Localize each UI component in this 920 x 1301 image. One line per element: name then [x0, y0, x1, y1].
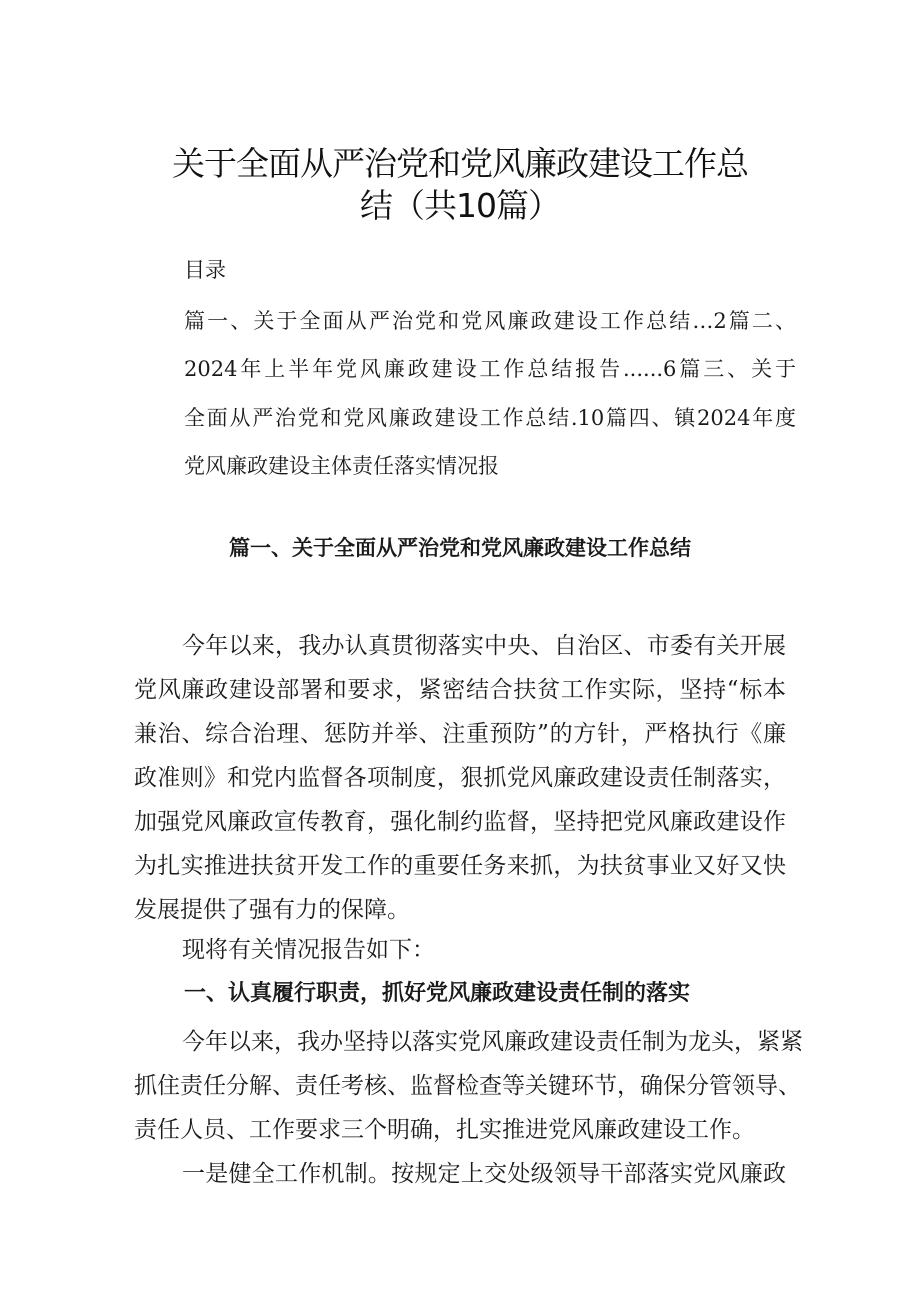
paragraph-line: 今年以来，我办认真贯彻落实中央、自治区、市委有关开展 — [182, 633, 786, 659]
toc-line: 篇一、关于全面从严治党和党风廉政建设工作总结…2篇二、 — [184, 309, 796, 333]
toc-line: 党风廉政建设主体责任落实情况报 — [184, 454, 499, 478]
paragraph-3 — [134, 1020, 803, 1152]
section-title: 篇一、关于全面从严治党和党风廉政建设工作总结 — [229, 536, 691, 560]
subheading-1: 一、认真履行职责，抓好党风廉政建设责任制的落实 — [184, 981, 691, 1006]
paragraph-line: 发展提供了强有力的保障。 — [134, 897, 410, 923]
paragraph-line: 加强党风廉政宣传教育，强化制约监督，坚持把党风廉政建设作 — [134, 809, 786, 835]
paragraph-line: 为扎实推进扶贫开发工作的重要任务来抓，为扶贫事业又好又快 — [134, 853, 786, 879]
toc-line: 2024年上半年党风廉政建设工作总结报告......6篇三、关于 — [184, 357, 796, 381]
document-title-line-2: 结（共10篇） — [360, 186, 560, 225]
paragraph-line: 今年以来，我办坚持以落实党风廉政建设责任制为龙头，紧紧 — [182, 1029, 803, 1055]
paragraph-1 — [134, 624, 786, 932]
paragraph-2 — [134, 928, 786, 972]
document-title-line-1: 关于全面从严治党和党风廉政建设工作总 — [172, 144, 748, 183]
paragraph-line: 兼治、综合治理、惩防并举、注重预防”的方针，严格执行《廉 — [134, 721, 786, 747]
paragraph-line: 党风廉政建设部署和要求，紧密结合扶贫工作实际，坚持“标本 — [134, 677, 786, 703]
paragraph-line: 一是健全工作机制。按规定上交处级领导干部落实党风廉政 — [182, 1161, 786, 1187]
paragraph-line: 抓住责任分解、责任考核、监督检查等关键环节，确保分管领导、 — [134, 1073, 801, 1099]
paragraph-line: 政准则》和党内监督各项制度，狠抓党风廉政建设责任制落实， — [134, 765, 786, 791]
toc-heading: 目录 — [184, 258, 226, 282]
toc-line: 全面从严治党和党风廉政建设工作总结.10篇四、镇2024年度 — [184, 406, 796, 430]
paragraph-4 — [134, 1152, 786, 1196]
paragraph-line: 现将有关情况报告如下： — [182, 937, 435, 963]
paragraph-line: 责任人员、工作要求三个明确，扎实推进党风廉政建设工作。 — [134, 1117, 755, 1143]
